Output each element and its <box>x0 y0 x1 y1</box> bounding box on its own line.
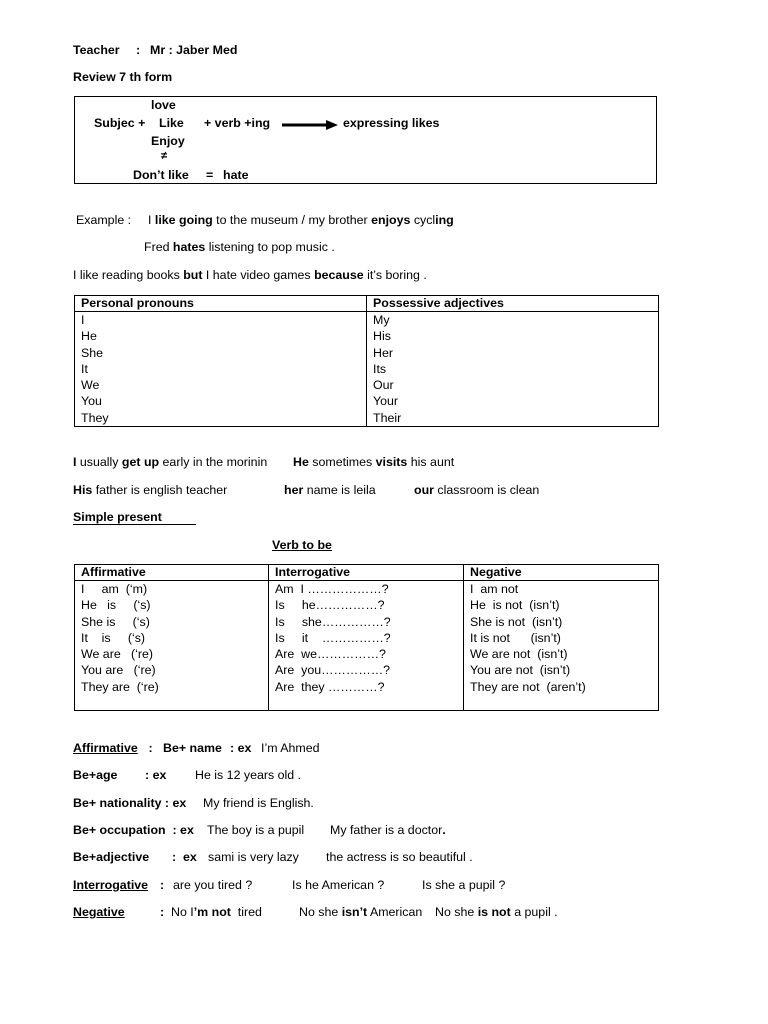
rule-adjective-label: Be+adjective <box>73 850 150 864</box>
pronoun-item: I <box>81 313 85 327</box>
adjective-column <box>367 312 659 427</box>
pronoun-item: He <box>81 329 97 344</box>
adjective-item: Its <box>373 361 387 376</box>
interrogative-item: Are you……………? <box>275 663 390 678</box>
rule-interrogative-example-3: Is she a pupil ? <box>422 878 506 892</box>
rule-adjective-example-1: sami is very lazy <box>208 850 299 864</box>
formula-like: Like <box>159 116 184 130</box>
negative-column <box>464 581 659 711</box>
interrogative-item: Is she……………? <box>275 614 391 629</box>
rule-age-label: Be+age <box>73 768 118 782</box>
rule-affirmative-sep: : <box>145 741 157 755</box>
rule-age-example: He is 12 years old . <box>195 768 302 782</box>
pronoun-table <box>74 295 659 427</box>
pronoun-column <box>75 312 367 427</box>
possessive-example-2a: His father is english teacher <box>73 483 228 497</box>
rule-affirmative-pattern: Be+ name <box>163 741 222 755</box>
affirmative-item: He is (‘s) <box>81 598 151 613</box>
adjective-item: Our <box>373 378 394 393</box>
rule-age-ex: : ex <box>145 768 167 782</box>
be-table-body <box>75 581 659 711</box>
teacher-name: Mr : Jaber Med <box>150 43 238 57</box>
pronoun-item: They <box>81 410 109 425</box>
pronoun-item: It <box>81 361 88 376</box>
interrogative-item: Are we……………? <box>275 647 386 662</box>
rule-occupation-example-2: My father is a doctor. <box>330 823 446 837</box>
rule-interrogative-sep: : <box>160 878 165 892</box>
affirmative-item: I am (‘m) <box>81 582 148 596</box>
formula-love: love <box>151 98 176 112</box>
header-possessive-adjectives: Possessive adjectives <box>367 296 659 312</box>
formula-box <box>74 96 657 184</box>
affirmative-item: It is (‘s) <box>81 630 146 645</box>
formula-result: expressing likes <box>343 116 440 130</box>
example-line-3: I like reading books but I hate video games because it’s boring . <box>73 268 427 282</box>
rule-negative-sep: : <box>160 905 165 919</box>
example-line-2: Fred hates listening to pop music . <box>144 240 335 254</box>
rule-adjective-example-2: the actress is so beautiful . <box>326 850 473 864</box>
section-title-simple-present: Simple present <box>73 510 196 525</box>
rule-interrogative-example-1: are you tired ? <box>173 878 253 892</box>
possessive-example-1a: I usually get up early in the morinin <box>73 455 268 469</box>
negative-item: You are not (isn’t) <box>470 663 571 678</box>
rule-negative-example-3: No she is not a pupil . <box>435 905 558 919</box>
adjective-item: Her <box>373 345 393 360</box>
formula-not-equal: ≠ <box>161 150 168 162</box>
adjective-item: Your <box>373 394 399 409</box>
negative-item: She is not (isn’t) <box>470 614 563 629</box>
interrogative-item: Is he……………? <box>275 598 385 613</box>
header-affirmative: Affirmative <box>75 565 269 581</box>
teacher-label: Teacher <box>73 43 120 57</box>
rule-interrogative-label: Interrogative <box>73 878 149 892</box>
rule-affirmative-ex: : ex <box>230 741 252 755</box>
negative-item: I am not <box>470 582 519 596</box>
section-title-verb-to-be: Verb to be <box>272 538 332 552</box>
pronoun-table-body <box>75 312 659 427</box>
affirmative-item: We are (‘re) <box>81 647 154 662</box>
rule-occupation-label: Be+ occupation : ex <box>73 823 194 837</box>
rule-affirmative-example: I’m Ahmed <box>261 741 320 755</box>
teacher-colon: : <box>136 43 141 57</box>
affirmative-column <box>75 581 269 711</box>
negative-item: It is not (isn’t) <box>470 630 561 645</box>
interrogative-item: Am I ………………? <box>275 582 389 596</box>
formula-equals: = <box>206 168 214 182</box>
header-personal-pronouns: Personal pronouns <box>75 296 367 312</box>
rule-negative-label: Negative <box>73 905 125 919</box>
rule-nationality-example: My friend is English. <box>203 796 314 810</box>
rule-occupation-example-1: The boy is a pupil <box>207 823 305 837</box>
adjective-item: Their <box>373 410 402 425</box>
verb-to-be-table <box>74 564 659 711</box>
pronoun-item: We <box>81 378 100 393</box>
possessive-example-2b: her name is leila <box>284 483 376 497</box>
right-arrow-icon <box>282 120 338 130</box>
interrogative-item: Is it ……………? <box>275 630 391 645</box>
page-subtitle: Review 7 th form <box>73 70 173 84</box>
adjective-item: My <box>373 313 390 327</box>
formula-subject: Subjec + <box>94 116 146 130</box>
formula-verb-ing: + verb +ing <box>204 116 271 130</box>
negative-item: He is not (isn’t) <box>470 598 560 613</box>
rule-negative-example-2: No she isn’t American <box>299 905 423 919</box>
header-interrogative: Interrogative <box>269 565 464 581</box>
affirmative-item: They are (‘re) <box>81 679 159 694</box>
rule-negative-example-1: No I’m not tired <box>171 905 262 919</box>
adjective-item: His <box>373 329 391 344</box>
possessive-example-1b: He sometimes visits his aunt <box>293 455 455 469</box>
pronoun-item: She <box>81 345 104 360</box>
formula-hate: hate <box>223 168 249 182</box>
affirmative-item: You are (‘re) <box>81 663 156 678</box>
rule-nationality-label: Be+ nationality : ex <box>73 796 187 810</box>
pronoun-item: You <box>81 394 102 409</box>
interrogative-column <box>269 581 464 711</box>
negative-item: They are not (aren’t) <box>470 679 586 694</box>
rule-affirmative-label: Affirmative <box>73 741 138 755</box>
example-line-1: I like going to the museum / my brother enjoys cycling <box>148 213 454 227</box>
formula-dont-like: Don’t like <box>133 168 189 182</box>
interrogative-item: Are they …………? <box>275 679 385 694</box>
affirmative-item: She is (‘s) <box>81 614 150 629</box>
pronoun-table-header <box>75 296 659 312</box>
example-label: Example : <box>76 213 132 227</box>
negative-item: We are not (isn’t) <box>470 647 568 662</box>
header-negative: Negative <box>464 565 659 581</box>
possessive-example-2c: our classroom is clean <box>414 483 540 497</box>
be-table-header <box>75 565 659 581</box>
rule-interrogative-example-2: Is he American ? <box>292 878 385 892</box>
rule-adjective-ex: : ex <box>172 850 197 864</box>
formula-enjoy: Enjoy <box>151 134 185 148</box>
